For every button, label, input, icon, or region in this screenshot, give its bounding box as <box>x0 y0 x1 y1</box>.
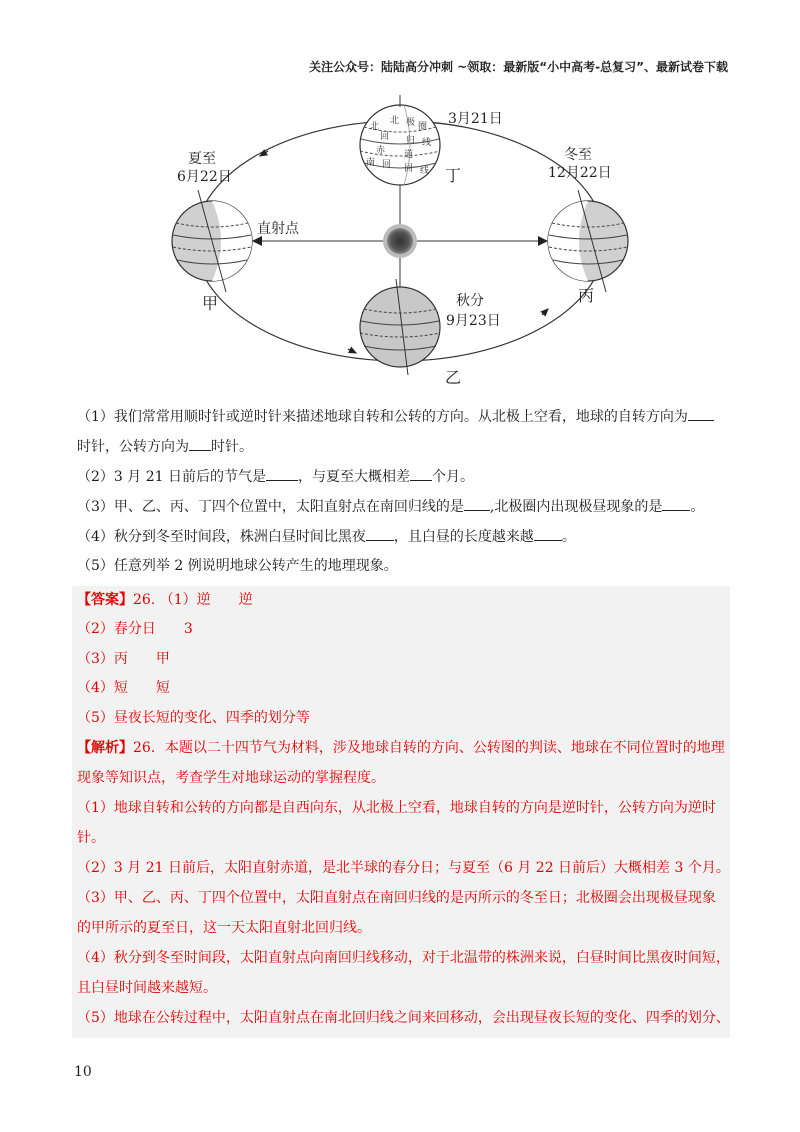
label-summer-name: 夏至 <box>188 151 216 167</box>
answer-blank[interactable] <box>366 526 394 541</box>
svg-text:线: 线 <box>422 138 432 148</box>
page-header: 关注公众号：陆陆高分冲刺 ~领取：最新版“小中高考-总复习”、最新试卷下载 <box>309 60 728 74</box>
svg-text:回: 回 <box>380 132 390 142</box>
svg-text:北: 北 <box>390 116 400 126</box>
label-autumn-date: 9月23日 <box>446 313 501 329</box>
label-winter-date: 12月22日 <box>548 165 612 181</box>
label-pos-yi: 乙 <box>445 368 462 387</box>
analysis-line-3: （1）地球自转和公转的方向都是自西向东，从北极上空看，地球自转的方向是逆时针，公转方向为逆时 <box>77 800 716 816</box>
arrow-to-jia <box>252 236 262 246</box>
question-4: （4）秋分到冬至时间段，株洲白昼时间比黑夜 ，且白昼的长度越来越 。 <box>77 526 576 547</box>
answer-line-4: （4）短 短 <box>77 680 170 696</box>
svg-text:回: 回 <box>382 160 392 170</box>
answer-line-1: 【答案】26. （1）逆 逆 <box>77 592 253 608</box>
page-number: 10 <box>74 1064 92 1080</box>
analysis-line-2: 现象等知识点，考查学生对地球运动的掌握程度。 <box>77 770 385 786</box>
globe-autumn <box>360 279 440 375</box>
analysis-line-1: 【解析】26．本题以二十四节气为材料，涉及地球自转的方向、公转图的判读、地球在不同位置时的地理 <box>77 740 725 756</box>
orbit-arrow-bottom-left <box>348 349 356 353</box>
answer-blank[interactable] <box>410 466 432 481</box>
question-3: （3）甲、乙、丙、丁四个位置中，太阳直射点在南回归线的是 ,北极圈内出现极昼现象的是 。 <box>77 496 704 517</box>
svg-text:南: 南 <box>366 158 376 168</box>
analysis-line-8: （4）秋分到冬至时间段，太阳直射点向南回归线移动，对于北温带的株洲来说，白昼时间比黑夜时间短， <box>77 950 730 966</box>
answer-blank[interactable] <box>189 436 211 451</box>
analysis-line-9: 且白昼时间越来越短。 <box>77 980 217 996</box>
question-1-line-1: （1）我们常常用顺时针或逆时针来描述地球自转和公转的方向。从北极上空看，地球的自转方向为 <box>77 406 714 427</box>
svg-text:赤: 赤 <box>376 146 386 156</box>
answer-blank[interactable] <box>662 496 690 511</box>
orbit-arrow-bottom-right <box>542 309 548 315</box>
label-autumn-name: 秋分 <box>456 293 484 309</box>
answer-line-5: （5）昼夜长短的变化、四季的划分等 <box>77 710 310 726</box>
analysis-line-5: （2）3 月 21 日前后，太阳直射赤道，是北半球的春分日；与夏至（6 月 22 日前后）大概相差 3 个月。 <box>77 860 730 876</box>
label-pos-ding: 丁 <box>445 166 462 185</box>
analysis-line-6: （3）甲、乙、丙、丁四个位置中，太阳直射点在南回归线的是丙所示的冬至日；北极圈会出现极昼现象 <box>77 890 716 906</box>
svg-text:北: 北 <box>370 122 380 132</box>
label-winter-name: 冬至 <box>564 147 592 163</box>
arrow-to-bing <box>538 236 548 246</box>
svg-text:回: 回 <box>404 164 414 174</box>
globe-summer <box>172 190 252 292</box>
svg-text:道: 道 <box>404 150 414 160</box>
label-pos-jia: 甲 <box>202 294 219 313</box>
question-1-line-2: 时针，公转方向为 时针。 <box>77 436 253 457</box>
answer-line-2: （2）春分日 3 <box>77 621 193 637</box>
label-direct-point: 直射点 <box>257 221 299 237</box>
label-spring-date: 3月21日 <box>448 111 503 127</box>
label-pos-bing: 丙 <box>578 286 595 305</box>
svg-text:极: 极 <box>406 118 416 128</box>
svg-text:线: 线 <box>420 166 430 176</box>
answer-blank[interactable] <box>464 496 490 511</box>
sun-icon <box>383 224 417 258</box>
globe-spring <box>360 95 440 185</box>
answer-blank[interactable] <box>266 466 298 481</box>
label-summer-date: 6月22日 <box>177 169 232 185</box>
globe-winter <box>548 190 628 292</box>
analysis-line-7: 的甲所示的夏至日，这一天太阳直射北回归线。 <box>77 920 371 936</box>
analysis-line-4: 针。 <box>77 830 105 846</box>
answer-line-3: （3）丙 甲 <box>77 651 170 667</box>
earth-revolution-diagram <box>160 95 640 395</box>
svg-text:归: 归 <box>406 136 416 146</box>
analysis-line-10: （5）地球在公转过程中，太阳直射点在南北回归线之间来回移动，会出现昼夜长短的变化、四季的划分、 <box>77 1010 730 1026</box>
svg-text:圈: 圈 <box>418 122 428 132</box>
answer-blank[interactable] <box>534 526 562 541</box>
question-2: （2）3 月 21 日前后的节气是 ，与夏至大概相差 个月。 <box>77 466 474 487</box>
question-5: （5）任意列举 2 例说明地球公转产生的地理现象。 <box>77 558 398 574</box>
answer-blank[interactable] <box>688 406 714 421</box>
